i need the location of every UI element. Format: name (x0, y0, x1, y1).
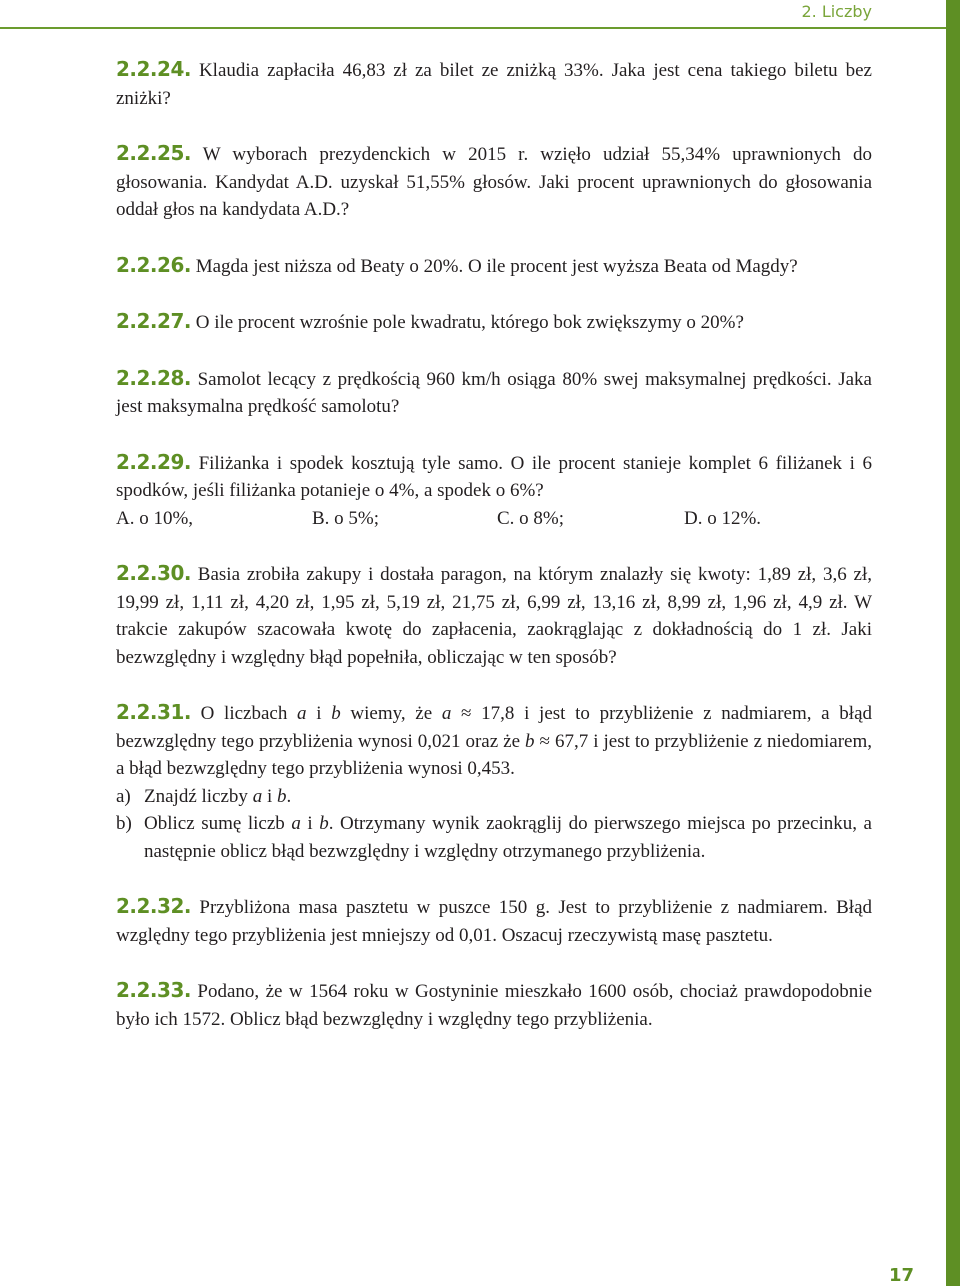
variable-a: a (297, 703, 307, 724)
subtask-a (116, 783, 872, 811)
option-b: B. o 5%; (312, 507, 380, 529)
problem-number: 2.2.25. (116, 141, 191, 165)
problem-number: 2.2.28. (116, 365, 191, 390)
subtask-label: a) (116, 785, 131, 807)
problem-number: 2.2.27. (116, 309, 191, 333)
problem-text: Przybliżona masa pasztetu w puszce 150 g. Jest to przybliżenie z nadmiarem. Błąd względny tego przybliżenia jest mniejszy od 0,01. Oszacuj rzeczywistą masę pasztetu. (116, 897, 873, 946)
subtask-label: b) (116, 813, 132, 834)
problem-text-part: wiemy, że (340, 703, 442, 724)
variable-b: b (331, 703, 341, 724)
page-number: 17 (888, 1265, 914, 1286)
subtask-text-part: . Otrzymany wynik zaokrąglij do pierwszego miejsca po przecinku, a następnie oblicz błąd bezwzględny i względny otrzymanego przybliżenia. (144, 813, 872, 862)
variable-b: b (319, 813, 329, 834)
subtask-text-part: i (300, 813, 320, 834)
problem-2-2-30 (116, 560, 872, 671)
variable-a: a (252, 785, 263, 807)
subtask-text (144, 783, 872, 811)
problem-text-part: ≈ 67,7 i jest to przybliżenie z niedomiarem, a błąd bezwzględny tego przybliżenia wynosi 0,453. (116, 730, 872, 779)
problem-text: Magda jest niższa od Beaty o 20%. O ile procent jest wyższa Beata od Magdy? (195, 255, 798, 277)
problem-text-part: i (306, 703, 332, 724)
problem-number: 2.2.24. (116, 57, 191, 81)
problem-2-2-29 (116, 449, 872, 533)
problem-2-2-28 (116, 365, 872, 421)
problem-2-2-25 (116, 140, 872, 224)
page-header (0, 0, 960, 28)
subtask-text-part: Znajdź liczby (144, 785, 253, 807)
problem-number: 2.2.29. (116, 449, 191, 474)
problem-2-2-32 (116, 893, 872, 949)
problem-text-part: ≈ 17,8 i jest to przybliżenie z nadmiarem, a błąd bezwzględny tego przybliżenia wynosi 0,021 oraz że (116, 703, 873, 752)
problem-number: 2.2.26. (116, 252, 191, 277)
subtask-text-part: Oblicz sumę liczb (144, 813, 292, 834)
chapter-label: 2. Liczby (801, 2, 872, 21)
problem-text: O ile procent wzrośnie pole kwadratu, którego bok zwiększymy o 20%? (195, 312, 744, 333)
subtask-text (144, 810, 872, 865)
problem-2-2-31 (116, 699, 872, 865)
problem-number: 2.2.30. (116, 561, 191, 585)
problem-2-2-24 (116, 56, 872, 112)
problem-text: Samolot lecący z prędkością 960 km/h osiąga 80% swej maksymalnej prędkości. Jaka jest maksymalna prędkość samolotu? (116, 368, 872, 417)
option-d: D. o 12%. (684, 507, 762, 529)
problem-2-2-27 (116, 308, 872, 337)
subtask-text-part: i (262, 785, 277, 807)
variable-a: a (291, 813, 301, 834)
subtask-text-part: . (286, 785, 292, 807)
problem-text: Basia zrobiła zakupy i dostała paragon, na którym znalazły się kwoty: 1,89 zł, 3,6 zł, 19,99 zł, 1,11 zł, 4,20 zł, 1,95 zł, 5,19 zł, 21,75 zł, 6,99 zł, 13,16 zł, 8,99 zł, 1,96 zł, 4,9 zł. W trakcie zakupów szacowała kwotę do zapłacenia, zaokrąglając z dokładnością do 1 zł. Jaki bezwzględny i względny błąd popełniła, obliczając w ten sposób? (116, 564, 873, 668)
problem-text: Filiżanka i spodek kosztują tyle samo. O ile procent stanieje komplet 6 filiżanek i 6 spodków, jeśli filiżanka potanieje o 4%, a spodek o 6%? (116, 452, 873, 501)
problem-number: 2.2.33. (116, 978, 191, 1002)
variable-a: a (441, 703, 452, 724)
problem-2-2-26 (116, 252, 872, 281)
variable-b: b (276, 785, 287, 807)
problem-text: Podano, że w 1564 roku w Gostyninie mieszkało 1600 osób, chociaż prawdopodobnie było ich 1572. Oblicz błąd bezwzględny i względny tego przybliżenia. (116, 981, 872, 1030)
problem-text-part: O liczbach (200, 703, 298, 724)
header-rule (0, 27, 960, 29)
subtask-b (116, 810, 872, 865)
problem-text: Klaudia zapłaciła 46,83 zł za bilet ze zniżką 33%. Jaka jest cena takiego biletu bez zniżki? (116, 60, 872, 109)
answer-options (116, 505, 872, 533)
side-color-bar (946, 0, 960, 1286)
problem-2-2-33 (116, 977, 872, 1033)
variable-b: b (525, 730, 535, 752)
option-c: C. o 8%; (497, 507, 565, 529)
option-a: A. o 10%, (116, 507, 194, 529)
problem-list (116, 56, 872, 1061)
problem-text: W wyborach prezydenckich w 2015 r. wzięło udział 55,34% uprawnionych do głosowania. Kandydat A.D. uzyskał 51,55% głosów. Jaki procent uprawnionych do głosowania oddał głos na kandydata A.D.? (116, 144, 872, 220)
problem-number: 2.2.32. (116, 894, 191, 918)
problem-number: 2.2.31. (116, 700, 191, 724)
